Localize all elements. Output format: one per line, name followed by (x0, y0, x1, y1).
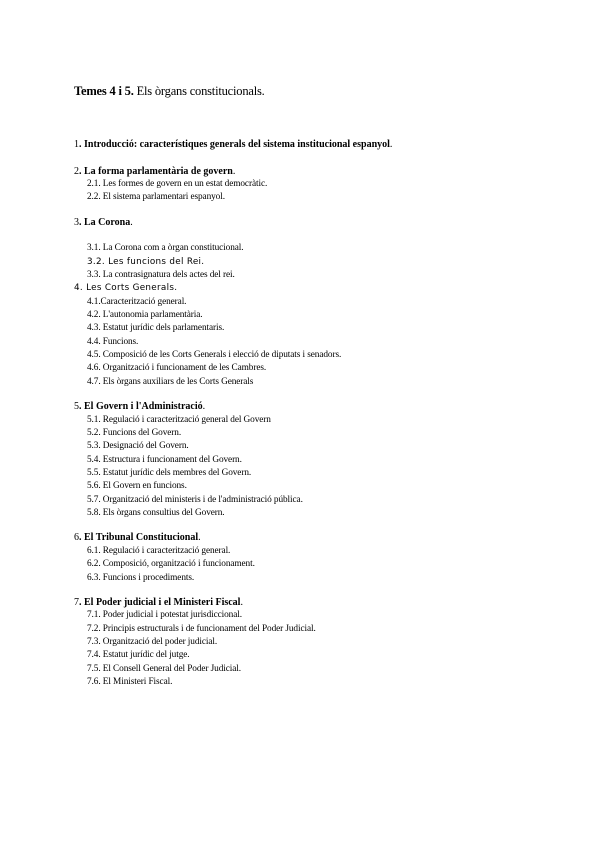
section-5-end: . (202, 401, 206, 413)
section-6-end: . (198, 532, 201, 544)
section-7-bold: . El Poder judicial i el Ministeri Fiscal (79, 596, 241, 608)
section-2-bold: . La forma parlamentària de govern (79, 165, 233, 177)
document-title (74, 84, 265, 99)
section-4-item: 4.6. Organització i funcionament de les Cambres. (87, 363, 267, 374)
section-3-heading (74, 216, 574, 230)
section-5-item: 5.3. Designació del Govern. (87, 441, 189, 452)
table-of-contents (74, 138, 574, 689)
section-4-item: 4.2. L'autonomia parlamentària. (87, 310, 203, 321)
section-3-number: 3 (74, 216, 79, 228)
section-4-item: 4.7. Els òrgans auxiliars de les Corts Generals (87, 376, 254, 387)
section-1-heading (74, 138, 574, 152)
section-3-end: . (130, 216, 133, 228)
section-7-item: 7.1. Poder judicial i potestat jurisdiccional. (87, 610, 242, 621)
section-2-heading (74, 165, 574, 179)
section-6-item: 6.3. Funcions i procediments. (87, 572, 195, 583)
section-7-item: 7.2. Principis estructurals i de funcionament del Poder Judicial. (87, 623, 316, 634)
section-1-bold: . Introducció (79, 139, 134, 150)
section-5-item: 5.1. Regulació i caracterització general del Govern (87, 414, 271, 425)
section-5-heading (74, 400, 574, 414)
section-6-heading (74, 531, 574, 545)
section-4-heading: 4. Les Corts Generals. (74, 283, 178, 294)
section-4-item: 4.3. Estatut jurídic dels parlamentaris. (87, 323, 225, 334)
section-4-item: 4.5. Composició de les Corts Generals i elecció de diputats i senadors. (87, 350, 342, 361)
title-bold: Temes 4 i 5. (74, 84, 134, 98)
section-5-item: 5.7. Organització del ministeris i de l'administració pública. (87, 494, 303, 505)
section-7-heading (74, 596, 574, 610)
section-5-item: 5.2. Funcions del Govern. (87, 427, 182, 438)
section-3-bold: . La Corona (79, 216, 131, 228)
section-4-item: 4.4. Funcions. (87, 336, 139, 347)
section-7-item: 7.5. El Consell General del Poder Judicial. (87, 663, 241, 674)
section-7-end: . (240, 596, 243, 608)
section-4-item: 4.1.Caracterització general. (87, 296, 187, 307)
section-2-end: . (232, 165, 236, 177)
section-7-number: 7 (74, 596, 79, 608)
section-1-rest: : característiques generals del sistema institucional espanyol (133, 139, 390, 150)
section-5-item: 5.8. Els òrgans consultius del Govern. (87, 508, 225, 519)
section-2-number: 2 (74, 165, 79, 177)
section-5-item: 5.5. Estatut jurídic dels membres del Govern. (87, 468, 252, 478)
section-7-item: 7.3. Organització del poder judicial. (87, 637, 218, 648)
section-5-number: 5 (74, 401, 79, 413)
section-3-item: 3.3. La contrasignatura dels actes del rei. (87, 269, 235, 280)
section-1-number: 1 (74, 139, 79, 150)
section-5-bold: . El Govern i l'Administració (79, 401, 203, 413)
section-6-number: 6 (74, 532, 79, 544)
section-7-item: 7.4. Estatut jurídic del jutge. (87, 650, 190, 661)
section-3-item: 3.2. Les funcions del Rei. (87, 256, 205, 267)
title-rest: Els òrgans constitucionals. (133, 84, 265, 98)
section-3-item: 3.1. La Corona com a òrgan constitucional. (87, 243, 244, 254)
section-7-item: 7.6. El Ministeri Fiscal. (87, 677, 173, 688)
section-2-item: 2.1. Les formes de govern en un estat democràtic. (87, 179, 268, 189)
section-5-item: 5.6. El Govern en funcions. (87, 481, 187, 492)
section-2-item: 2.2. El sistema parlamentari espanyol. (87, 192, 225, 203)
section-6-item: 6.2. Composició, organització i funcionament. (87, 559, 255, 570)
section-6-item: 6.1. Regulació i caracterització general. (87, 545, 231, 556)
section-1-end: . (389, 139, 393, 150)
section-6-bold: . El Tribunal Constitucional (79, 532, 199, 544)
section-5-item: 5.4. Estructura i funcionament del Govern. (87, 454, 242, 465)
